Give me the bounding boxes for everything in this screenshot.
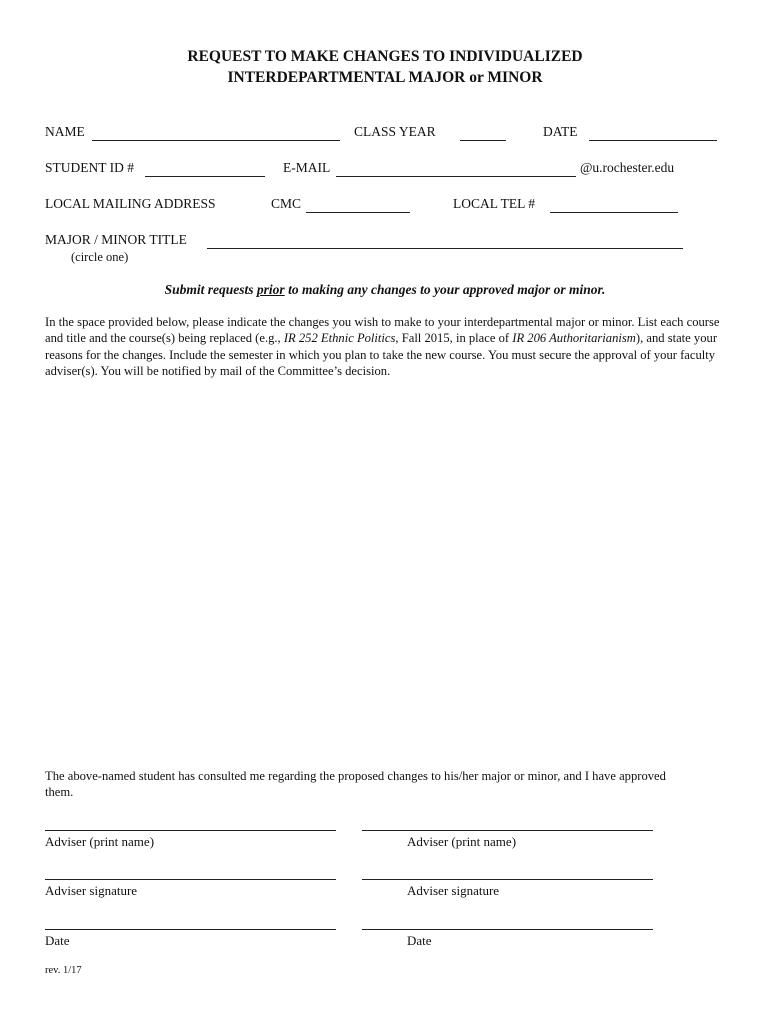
name-field[interactable]: [92, 127, 340, 141]
instructions-part-2: , Fall 2015, in place of: [395, 331, 513, 346]
local-tel-label: LOCAL TEL #: [453, 196, 535, 211]
changes-response-area[interactable]: [45, 390, 735, 760]
email-label: E-MAIL: [283, 160, 331, 175]
adviser-1-signature-label: Adviser signature: [45, 883, 138, 898]
approval-statement: The above-named student has consulted me regarding the proposed changes to his/her major or minor, and I have approved them.: [45, 769, 666, 800]
form-title-line-1: REQUEST TO MAKE CHANGES TO INDIVIDUALIZED: [187, 48, 583, 65]
email-field[interactable]: [336, 163, 576, 177]
major-minor-title-label: MAJOR / MINOR TITLE: [45, 232, 187, 247]
student-id-field[interactable]: [145, 163, 265, 177]
notice-text-after: to making any changes to your approved major or minor.: [284, 282, 606, 297]
email-domain: @u.rochester.edu: [580, 160, 675, 175]
cmc-label: CMC: [271, 196, 302, 211]
date-field[interactable]: [589, 127, 717, 141]
major-minor-title-field[interactable]: [207, 235, 683, 249]
submission-notice: [0, 282, 770, 298]
adviser-2-date-label: Date: [407, 933, 432, 948]
adviser-1-print-name-label: Adviser (print name): [45, 834, 155, 849]
class-year-label: CLASS YEAR: [354, 124, 436, 139]
instructions-example-2: IR 206 Authoritarianism: [512, 331, 636, 346]
instructions-paragraph: [45, 314, 735, 379]
adviser-2-signature-label: Adviser signature: [407, 883, 500, 898]
notice-emphasis: prior: [256, 282, 285, 297]
adviser-1-date-label: Date: [45, 933, 70, 948]
revision-note: rev. 1/17: [45, 965, 82, 976]
instructions-example-1: IR 252 Ethnic Politics: [283, 331, 396, 346]
local-address-label: LOCAL MAILING ADDRESS: [45, 196, 216, 211]
adviser-2-date-line[interactable]: [362, 929, 653, 930]
adviser-2-signature-line[interactable]: [362, 879, 653, 880]
adviser-1-print-name-line[interactable]: [45, 830, 336, 831]
instructions-part-1: In the space provided below, please indicate the changes you wish to make to your interdepartmental major or minor. List each course and title and the course(s) being replaced (e.g.,: [45, 315, 720, 346]
adviser-2-print-name-label: Adviser (print name): [407, 834, 517, 849]
form-title-line-2: INTERDEPARTMENTAL MAJOR or MINOR: [227, 69, 543, 86]
notice-text-before: Submit requests: [164, 282, 257, 297]
adviser-1-date-line[interactable]: [45, 929, 336, 930]
cmc-field[interactable]: [306, 199, 410, 213]
local-tel-field[interactable]: [550, 199, 678, 213]
instructions-part-3: ), and state your reasons for the changes. Include the semester in which you plan to take the new course. You must secure the approval of your faculty adviser(s). You will be notified by mail of the Committee’s decision.: [45, 331, 718, 378]
class-year-field[interactable]: [460, 127, 506, 141]
adviser-1-signature-line[interactable]: [45, 879, 336, 880]
adviser-2-print-name-line[interactable]: [362, 830, 653, 831]
date-label: DATE: [543, 124, 578, 139]
student-id-label: STUDENT ID #: [45, 160, 134, 175]
name-label: NAME: [45, 124, 85, 139]
circle-one-note: (circle one): [71, 250, 129, 264]
